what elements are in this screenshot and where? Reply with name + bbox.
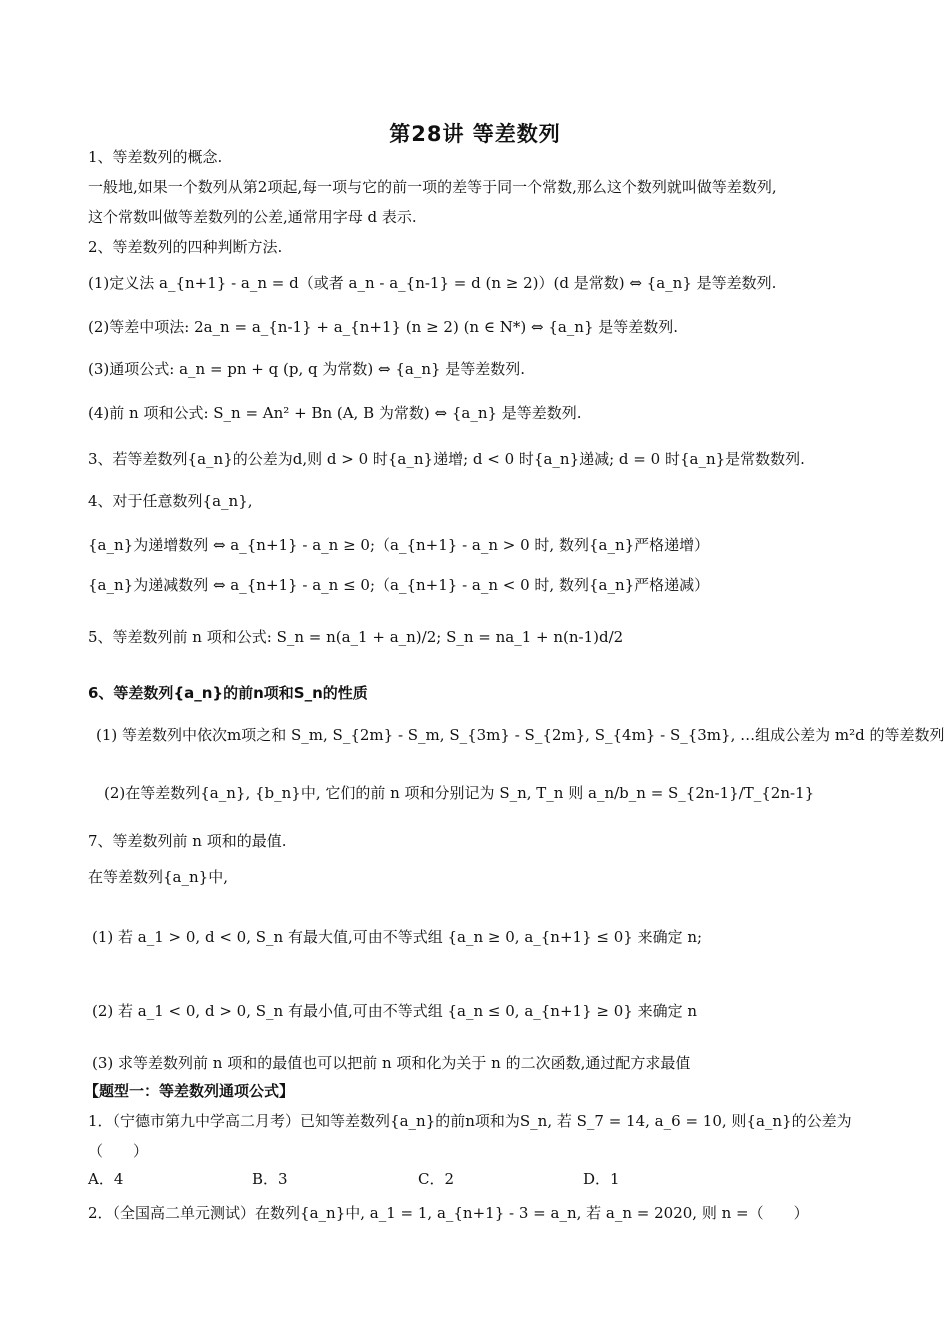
q1-option-c[interactable]: C．2: [418, 1170, 455, 1188]
s1-p2: 这个常数叫做等差数列的公差,通常用字母 d 表示.: [88, 208, 417, 226]
q1-option-a[interactable]: A．4: [88, 1170, 124, 1188]
s2-general-term: (3)通项公式: a_n = pn + q (p, q 为常数) ⇔ {a_n} 是等差数列.: [88, 360, 526, 378]
q1-option-d[interactable]: D．1: [583, 1170, 620, 1188]
s2-sum-formula: (4)前 n 项和公式: S_n = An² + Bn (A, B 为常数) ⇔ {a_n} 是等差数列.: [88, 404, 582, 422]
s4-decreasing: {a_n}为递减数列 ⇔ a_{n+1} - a_n ≤ 0;（a_{n+1} - a_n < 0 时, 数列{a_n}严格递减）: [88, 576, 710, 594]
s7-heading: 7、等差数列前 n 项和的最值.: [88, 832, 287, 850]
q1-option-b[interactable]: B．3: [252, 1170, 288, 1188]
s3-monotonic: 3、若等差数列{a_n}的公差为d,则 d > 0 时{a_n}递增; d < 0 时{a_n}递减; d = 0 时{a_n}是常数数列.: [88, 450, 805, 468]
s7-case-min: (2) 若 a_1 < 0, d > 0, S_n 有最小值,可由不等式组 {a_n ≤ 0, a_{n+1} ≥ 0} 来确定 n: [92, 1002, 698, 1020]
s6-heading: 6、等差数列{a_n}的前n项和S_n的性质: [88, 684, 368, 702]
s5-sum-formulas: 5、等差数列前 n 项和公式: S_n = n(a_1 + a_n)/2; S_n = na_1 + n(n-1)d/2: [88, 628, 624, 646]
s2-definition: (1)定义法 a_{n+1} - a_n = d（或者 a_n - a_{n-1} = d (n ≥ 2)）(d 是常数) ⇔ {a_n} 是等差数列.: [88, 274, 777, 292]
type1-heading: 【题型一：等差数列通项公式】: [84, 1082, 295, 1100]
s6-p1: (1) 等差数列中依次m项之和 S_m, S_{2m} - S_m, S_{3m} - S_{2m}, S_{4m} - S_{3m}, …组成公差为 m²d 的等差数列: [96, 726, 945, 744]
s2-middle-term: (2)等差中项法: 2a_n = a_{n-1} + a_{n+1} (n ≥ 2) (n ∈ N*) ⇔ {a_n} 是等差数列.: [88, 318, 679, 336]
s7-case-max: (1) 若 a_1 > 0, d < 0, S_n 有最大值,可由不等式组 {a_n ≥ 0, a_{n+1} ≤ 0} 来确定 n;: [92, 928, 703, 946]
s2-heading: 2、等差数列的四种判断方法.: [88, 238, 283, 256]
s7-quadratic: (3) 求等差数列前 n 项和的最值也可以把前 n 项和化为关于 n 的二次函数,通过配方求最值: [92, 1054, 691, 1072]
s1-heading: 1、等差数列的概念.: [88, 148, 223, 166]
page-title: 第28讲 等差数列: [389, 122, 561, 146]
s1-p1: 一般地,如果一个数列从第2项起,每一项与它的前一项的差等于同一个常数,那么这个数列就叫做等差数列,: [88, 178, 777, 196]
s7-intro: 在等差数列{a_n}中,: [88, 868, 228, 886]
question-2: 2．（全国高二单元测试）在数列{a_n}中, a_1 = 1, a_{n+1} - 3 = a_n, 若 a_n = 2020, 则 n =（ ）: [88, 1204, 809, 1222]
s6-p2: (2)在等差数列{a_n}, {b_n}中, 它们的前 n 项和分别记为 S_n, T_n 则 a_n/b_n = S_{2n-1}/T_{2n-1}: [104, 784, 815, 802]
s4-increasing: {a_n}为递增数列 ⇔ a_{n+1} - a_n ≥ 0;（a_{n+1} - a_n > 0 时, 数列{a_n}严格递增）: [88, 536, 710, 554]
question-1: 1．（宁德市第九中学高二月考）已知等差数列{a_n}的前n项和为S_n, 若 S_7 = 14, a_6 = 10, 则{a_n}的公差为（ ）: [88, 1112, 852, 1160]
s4-heading: 4、对于任意数列{a_n},: [88, 492, 253, 510]
